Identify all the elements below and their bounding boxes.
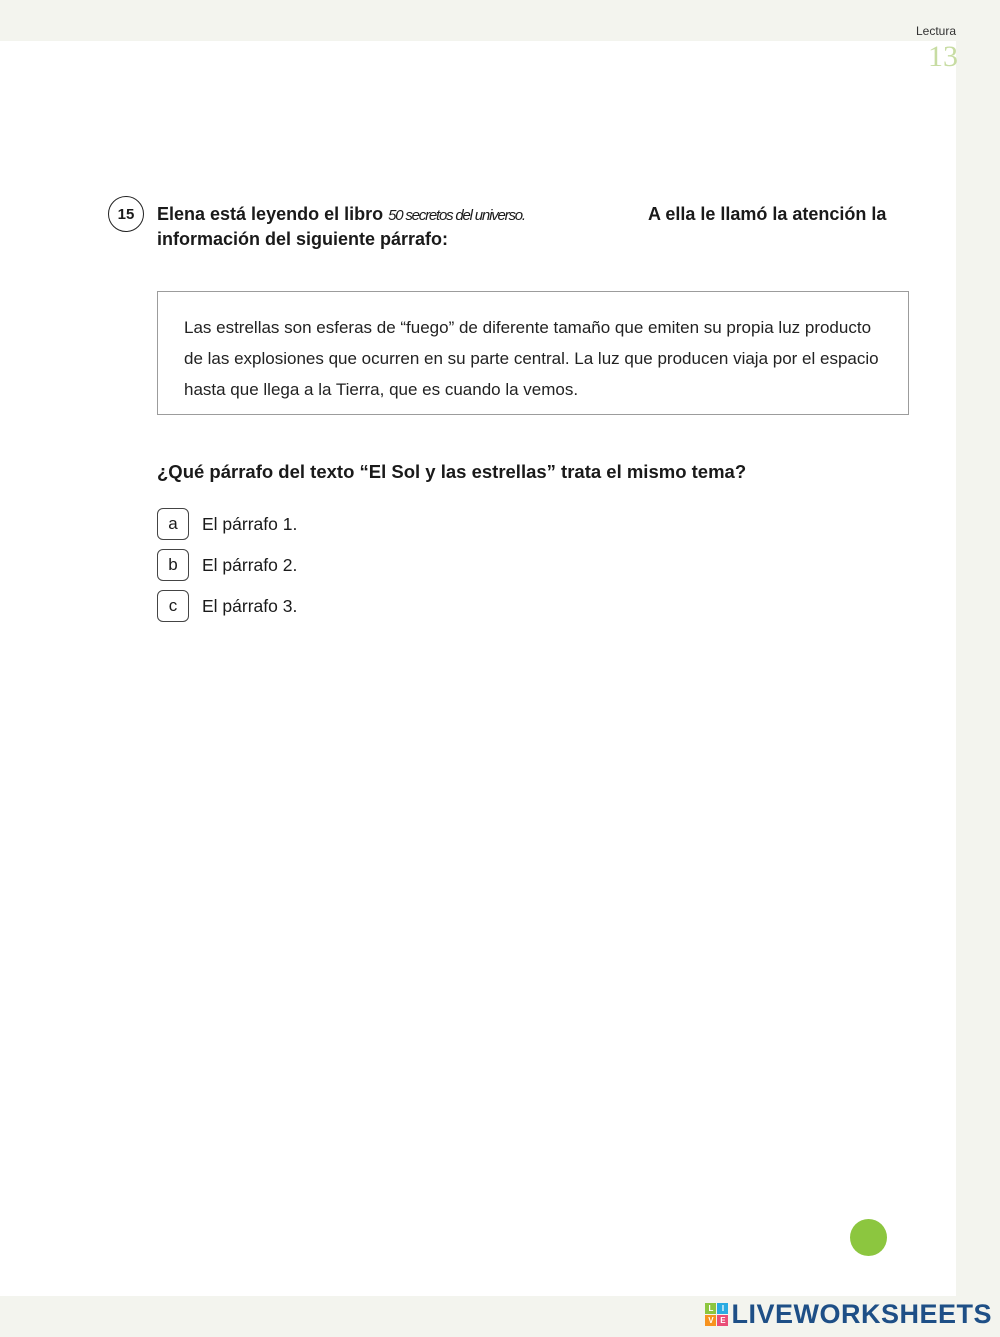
option-letter-box[interactable]: b bbox=[157, 549, 189, 581]
option-letter-box[interactable]: c bbox=[157, 590, 189, 622]
logo-text: LIVEWORKSHEETS bbox=[731, 1299, 992, 1329]
liveworksheets-logo bbox=[705, 1299, 992, 1330]
logo-tile: L bbox=[705, 1303, 716, 1314]
question-number-badge: 15 bbox=[108, 196, 144, 232]
option-c[interactable] bbox=[157, 590, 297, 622]
logo-tile: I bbox=[717, 1303, 728, 1314]
green-dot-button[interactable] bbox=[850, 1219, 887, 1256]
passage-text: Las estrellas son esferas de “fuego” de diferente tamaño que emiten su propia luz producto de las explosiones que ocurren en su parte central. La luz que producen viaja por el espacio hasta que llega a la Tierra, que es cuando la vemos. bbox=[184, 318, 879, 399]
option-letter-box[interactable]: a bbox=[157, 508, 189, 540]
book-title: 50 secretos del universo. bbox=[388, 207, 525, 224]
intro-part1: Elena está leyendo el libro bbox=[157, 204, 389, 224]
option-text: El párrafo 1. bbox=[202, 513, 298, 534]
intro-part3: información del siguiente párrafo: bbox=[157, 229, 449, 249]
option-a[interactable] bbox=[157, 508, 297, 540]
page-number: 13 bbox=[928, 40, 958, 73]
section-label: Lectura bbox=[915, 24, 956, 38]
passage-box bbox=[157, 291, 909, 415]
logo-tile: V bbox=[705, 1315, 716, 1326]
question-text: ¿Qué párrafo del texto “El Sol y las estrellas” trata el mismo tema? bbox=[157, 461, 747, 482]
intro-part2: A ella le llamó la atención la bbox=[648, 204, 887, 224]
logo-tile: E bbox=[717, 1315, 728, 1326]
option-text: El párrafo 2. bbox=[202, 554, 298, 575]
option-text: El párrafo 3. bbox=[202, 595, 298, 616]
right-margin-band bbox=[956, 0, 1000, 1337]
top-band bbox=[0, 0, 1000, 41]
option-b[interactable] bbox=[157, 549, 297, 581]
logo-icon bbox=[705, 1303, 728, 1326]
intro-text-line1 bbox=[157, 204, 525, 225]
